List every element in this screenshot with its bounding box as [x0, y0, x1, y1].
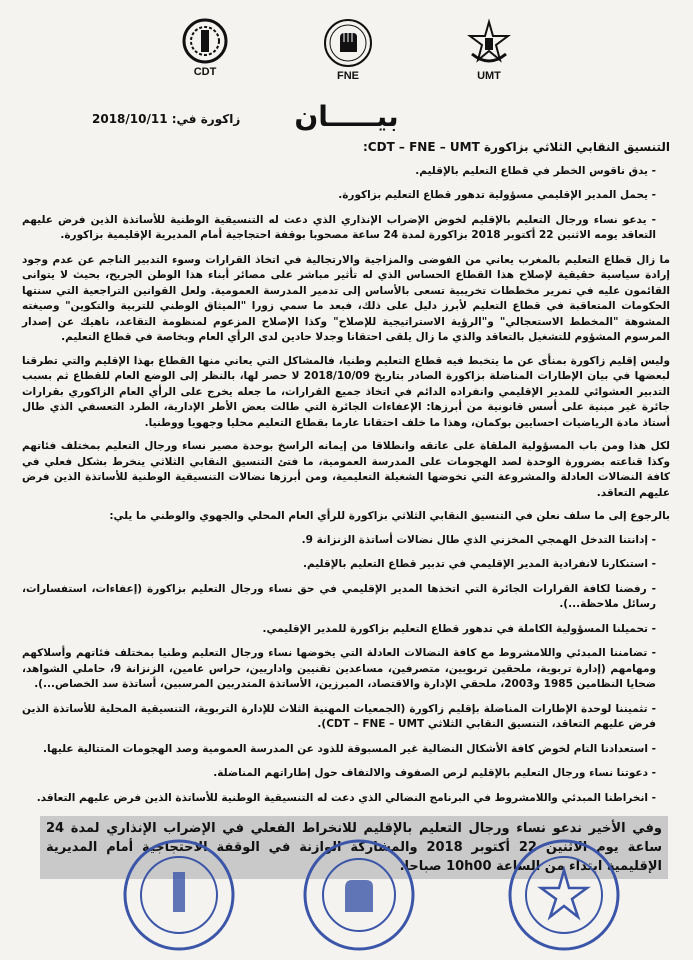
umt-logo-icon — [464, 18, 514, 68]
final-call: وفي الأخير ندعو نساء ورجال التعليم بالإقليم للانخراط الفعلي في الإضراب الإنذاري لمدة 24 ساعة يوم الاثنين 22 أكتوبر 2018 والمشاركة الوازنة في الوقفة الاحتجاجية أمام المديرية الإقليمية ابتداء من الساعة 10h00 صباحا. — [40, 816, 668, 879]
paragraph: وليس إقليم زاكورة بمنأى عن ما يتخبط فيه قطاع التعليم وطنيا، فالمشاكل التي يعاني منها القطاع بهذا الإقليم والتي تطرقنا لبعضها في بيان الإطارات المناضلة بزاكورة الصادر بتاريخ 2018/10/09 لا حصر لها، بالنظر إلى الوضع العام للقطاع ثم بسبب التدبير العشوائي للمدير الإقليمي وانفراده الدائم في اتخاذ جميع القرارات، ما جعله يخرج على الرأي العام الزاكوري بقرارات جائرة غير مبنية على أسس قانونية من أبرزها: الإعفاءات الجائرة التي طالت بعض الأطر الإدارية، الطرد التعسفي الذي طال أستاذ مادة الرياضيات احسايين بوكمان، وهذا ما خلف احتقانا عارما بقطاع التعليم محليا وجهويا ووطنيا. — [22, 354, 670, 429]
declaration-item: - تحميلنا المسؤولية الكاملة في تدهور قطاع التعليم بزاكورة للمدير الإقليمي. — [22, 622, 656, 638]
cdt-logo-label: CDT — [193, 66, 217, 78]
declaration-item: - رفضنا لكافة القرارات الجائرة التي اتخذها المدير الإقليمي في حق نساء ورجال التعليم بزاكورة (إعفاءات، استفسارات، رسائل ملاحظة...). — [22, 582, 656, 613]
intro-point: - يدعو نساء ورجال التعليم بالإقليم لخوض الإضراب الإنذاري الذي دعت له التنسيقية الوطنية للأساتذة الذين فرض عليهم التعاقد يومه الاثنين 22 أكتوبر 2018 بزاكورة لمدة 24 ساعة مصحوبا بوقفة احتجاجية أمام المديرية الإقليمية بزاكورة. — [22, 213, 656, 244]
document-date: زاكورة في: 2018/10/11 — [92, 112, 241, 126]
intro-point: - يحمل المدير الإقليمي مسؤولية تدهور قطاع التعليم بزاكورة. — [22, 188, 656, 204]
cdt-stamp-icon — [120, 836, 238, 954]
paragraph: لكل هذا ومن باب المسؤولية الملقاة على عاتقه وانطلاقا من إيمانه الراسخ بوحدة مصير نساء ورجال التعليم بمختلف فئاتهم وكذا قناعته بضرورة الوحدة لصد الهجومات على المدرسة العمومية، ما فتئ التنسيق النقابي الثلاثي ينخرط بشكل فعلي في كافة النضالات العادلة والمشروعة التي تخوضها الشغيلة التعليمية، ومن أبرزها نضالات التنسيقية الوطنية للأساتذة الذين فرض عليهم التعاقد. — [22, 440, 670, 499]
declaration-item: - استعدادنا التام لخوض كافة الأشكال النضالية غير المسبوقة للذود عن المدرسة العمومية وصد الهجومات المتتالية عليها. — [22, 742, 656, 758]
declaration-item: - تثميننا لوحدة الإطارات المناضلة بإقليم زاكورة (الجمعيات المهنية الثلاث للإدارة التربوية، التنسيقية المحلية للأساتذة الذين فرض عليهم التعاقد، التنسيق النقابي الثلاثي CDT – FNE – UMT). — [22, 702, 656, 733]
intro-point: - يدق ناقوس الخطر في قطاع التعليم بالإقليم. — [22, 164, 656, 180]
intro-heading: التنسيق النقابي الثلاثي بزاكورة CDT – FNE – UMT: — [362, 140, 670, 154]
umt-stamp-icon — [505, 836, 623, 954]
declaration-item: - استنكارنا لانفرادية المدير الإقليمي في تدبير قطاع التعليم بالإقليم. — [22, 557, 656, 573]
fist-logo-icon — [323, 18, 373, 68]
paragraph: ما زال قطاع التعليم بالمغرب يعاني من الفوضى والمزاجية والارتجالية في اتخاذ القرارات وسوء التدبير الناجم عن عدم وجود إرادة سياسية حقيقية لإصلاح هذا القطاع الحساس الذي له تأثير مباشر على مصائر أبناء هذا الوطن الجريح، بحيث لا يتوانى القائمون عليه في تمرير مخططات تخريبية تسعى بالأساس إلى تدمير المدرسة العمومية. ولعل القوانين التراجعية التي سنتها الحكومات المتعاقبة في قطاع التعليم لأبرز دليل على ذلك، فبعد ما سمي زورا "الميثاق الوطني للتربية والتكوين" وصيغته المشوهة "المخطط الاستعجالي" و"الرؤية الاستراتيجية للإصلاح" وكذا الإصلاح المزعوم لمنظومة التقاعد، ناهيك عن إصدار المرسوم المشؤوم للتشغيل بالتعاقد والذي ما زال يلقى احتقانا وجدلا حادين لدى الرأي العام وبخاصة في قطاع التعليم. — [22, 253, 670, 343]
document-title: بيـــــان — [294, 100, 399, 133]
fne-stamp-icon — [300, 836, 418, 954]
paragraph: بالرجوع إلى ما سلف نعلن في التنسيق النقابي الثلاثي بزاكورة للرأي العام المحلي والجهوي والوطني ما يلي: — [109, 510, 670, 522]
declaration-item: - إدانتنا التدخل الهمجي المخزني الذي طال نضالات أساتذة الزنزانة 9. — [22, 533, 656, 549]
cdt-logo-icon — [182, 18, 228, 64]
intro-points — [22, 164, 670, 244]
statement-body — [22, 140, 670, 815]
declaration-item: - انخراطنا المبدئي واللامشروط في البرنامج النضالي الذي دعت له التنسيقية الوطنية للأساتذة الذين فرض عليهم التعاقد. — [22, 791, 656, 807]
declaration-item: - تضامننا المبدئي واللامشروط مع كافة النضالات العادلة التي يخوضها نساء ورجال التعليم وطنيا بمختلف فئاتهم وأسلاكهم ومهامهم (إدارة تربوية، ملحقين تربويين، متصرفين، مساعدين تقنيين واداريين، حراس عامين، الزنزانة 9، حاملي الشواهد، ضحايا النظامين 1985 و2003، ملحقي الإدارة والاقتصاد، المبرزين، الأساتذة المتدربين المرسبين، أساتذة سد الخصاص...). — [22, 646, 656, 693]
umt-logo-label: UMT — [477, 70, 501, 82]
declarations-list — [22, 533, 670, 807]
fne-logo-label: FNE — [337, 70, 359, 82]
declaration-item: - دعوتنا نساء ورجال التعليم بالإقليم لرص الصفوف والالتفاف حول إطاراتهم المناضلة. — [22, 766, 656, 782]
